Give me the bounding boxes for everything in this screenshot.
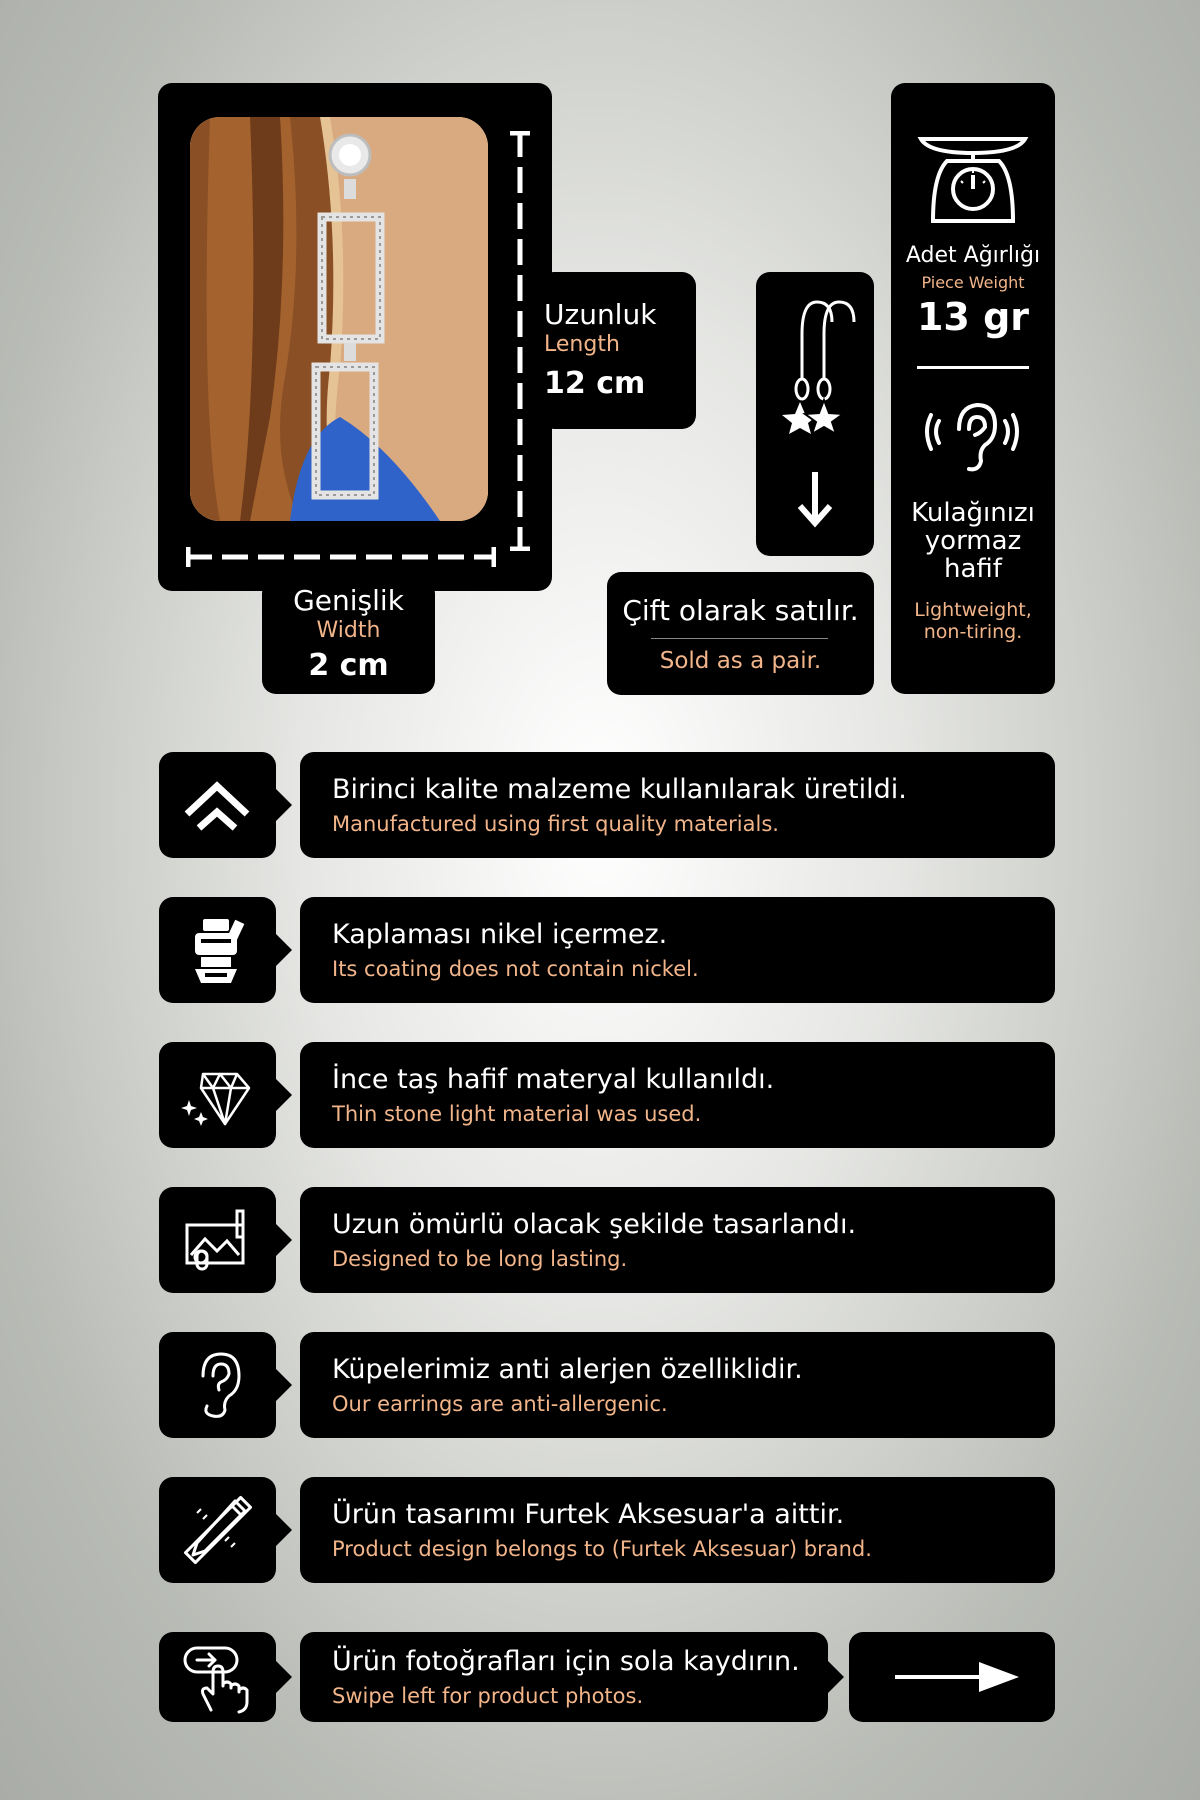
swipe-arrow-button[interactable] (849, 1632, 1055, 1722)
diamond-icon (181, 1060, 253, 1130)
feature-row (300, 1332, 1055, 1438)
feature-text: Uzun ömürlü olacak şekilde tasarlandı. (332, 1209, 857, 1240)
plating-machine-icon (181, 915, 253, 985)
feature-icon-box (159, 1042, 276, 1148)
swipe-hand-icon (181, 1644, 253, 1714)
length-info (540, 272, 696, 429)
feature-text: Ürün tasarımı Furtek Aksesuar'a aittir. (332, 1499, 845, 1530)
feature-text-en: Product design belongs to (Furtek Aksesuar) brand. (332, 1537, 872, 1561)
width-label-en: Width (316, 618, 381, 643)
feature-icon-box (159, 1187, 276, 1293)
comfort-label-3: hafif (944, 554, 1002, 584)
pair-icon-panel (756, 272, 874, 556)
ear-sound-icon (925, 399, 1021, 475)
width-dimension-line (186, 545, 496, 569)
feature-text-en: Thin stone light material was used. (332, 1102, 702, 1126)
width-label: Genişlik (293, 584, 404, 617)
piece-weight-label: Adet Ağırlığı (905, 243, 1041, 268)
comfort-label-en-2: non-tiring. (923, 621, 1023, 643)
star-earrings-icon (772, 294, 858, 434)
ear-icon (181, 1350, 253, 1420)
feature-text-en: Our earrings are anti-allergenic. (332, 1392, 668, 1416)
piece-weight-label-en: Piece Weight (921, 273, 1025, 292)
length-label: Uzunluk (544, 298, 657, 331)
design-board-icon (181, 1205, 253, 1275)
swipe-text: Ürün fotoğrafları için sola kaydırın. (332, 1646, 800, 1677)
feature-text: İnce taş hafif materyal kullanıldı. (332, 1064, 775, 1095)
pencil-ruler-icon (181, 1495, 253, 1565)
length-label-en: Length (544, 332, 620, 357)
feature-icon-box (159, 1477, 276, 1583)
swipe-text-en: Swipe left for product photos. (332, 1684, 644, 1708)
width-value: 2 cm (308, 648, 389, 683)
pair-label-en: Sold as a pair. (659, 648, 822, 674)
feature-icon-box (159, 752, 276, 858)
weight-info (891, 83, 1055, 694)
feature-text: Birinci kalite malzeme kullanılarak üretildi. (332, 774, 907, 805)
feature-row (300, 1187, 1055, 1293)
piece-weight-value: 13 gr (916, 295, 1030, 339)
feature-row (300, 752, 1055, 858)
layers-arrow-icon (181, 770, 253, 840)
feature-text: Küpelerimiz anti alerjen özelliklidir. (332, 1354, 803, 1385)
comfort-label-en-1: Lightweight, (914, 599, 1032, 621)
product-photo-frame (158, 83, 552, 591)
comfort-label-1: Kulağınızı (911, 498, 1035, 528)
scale-icon (917, 135, 1029, 225)
feature-text: Kaplaması nikel içermez. (332, 919, 668, 950)
comfort-label-2: yormaz (924, 526, 1022, 556)
feature-icon-box (159, 1332, 276, 1438)
length-value: 12 cm (544, 366, 646, 401)
width-info (262, 580, 435, 694)
feature-row (300, 897, 1055, 1003)
feature-text-en: Its coating does not contain nickel. (332, 957, 699, 981)
pointer (828, 1661, 844, 1693)
feature-row (300, 1477, 1055, 1583)
swipe-hint (300, 1632, 828, 1722)
divider (917, 366, 1029, 369)
divider (651, 638, 828, 639)
down-arrow-icon (796, 472, 834, 528)
feature-icon-box (159, 897, 276, 1003)
swipe-icon-box (159, 1632, 276, 1722)
pair-label: Çift olarak satılır. (622, 594, 859, 627)
sold-as-pair-info (607, 572, 874, 695)
feature-text-en: Designed to be long lasting. (332, 1247, 628, 1271)
feature-row (300, 1042, 1055, 1148)
feature-text-en: Manufactured using first quality materials. (332, 812, 779, 836)
length-dimension-line (508, 131, 532, 551)
right-arrow-icon (895, 1660, 1019, 1694)
product-photo (190, 117, 488, 521)
